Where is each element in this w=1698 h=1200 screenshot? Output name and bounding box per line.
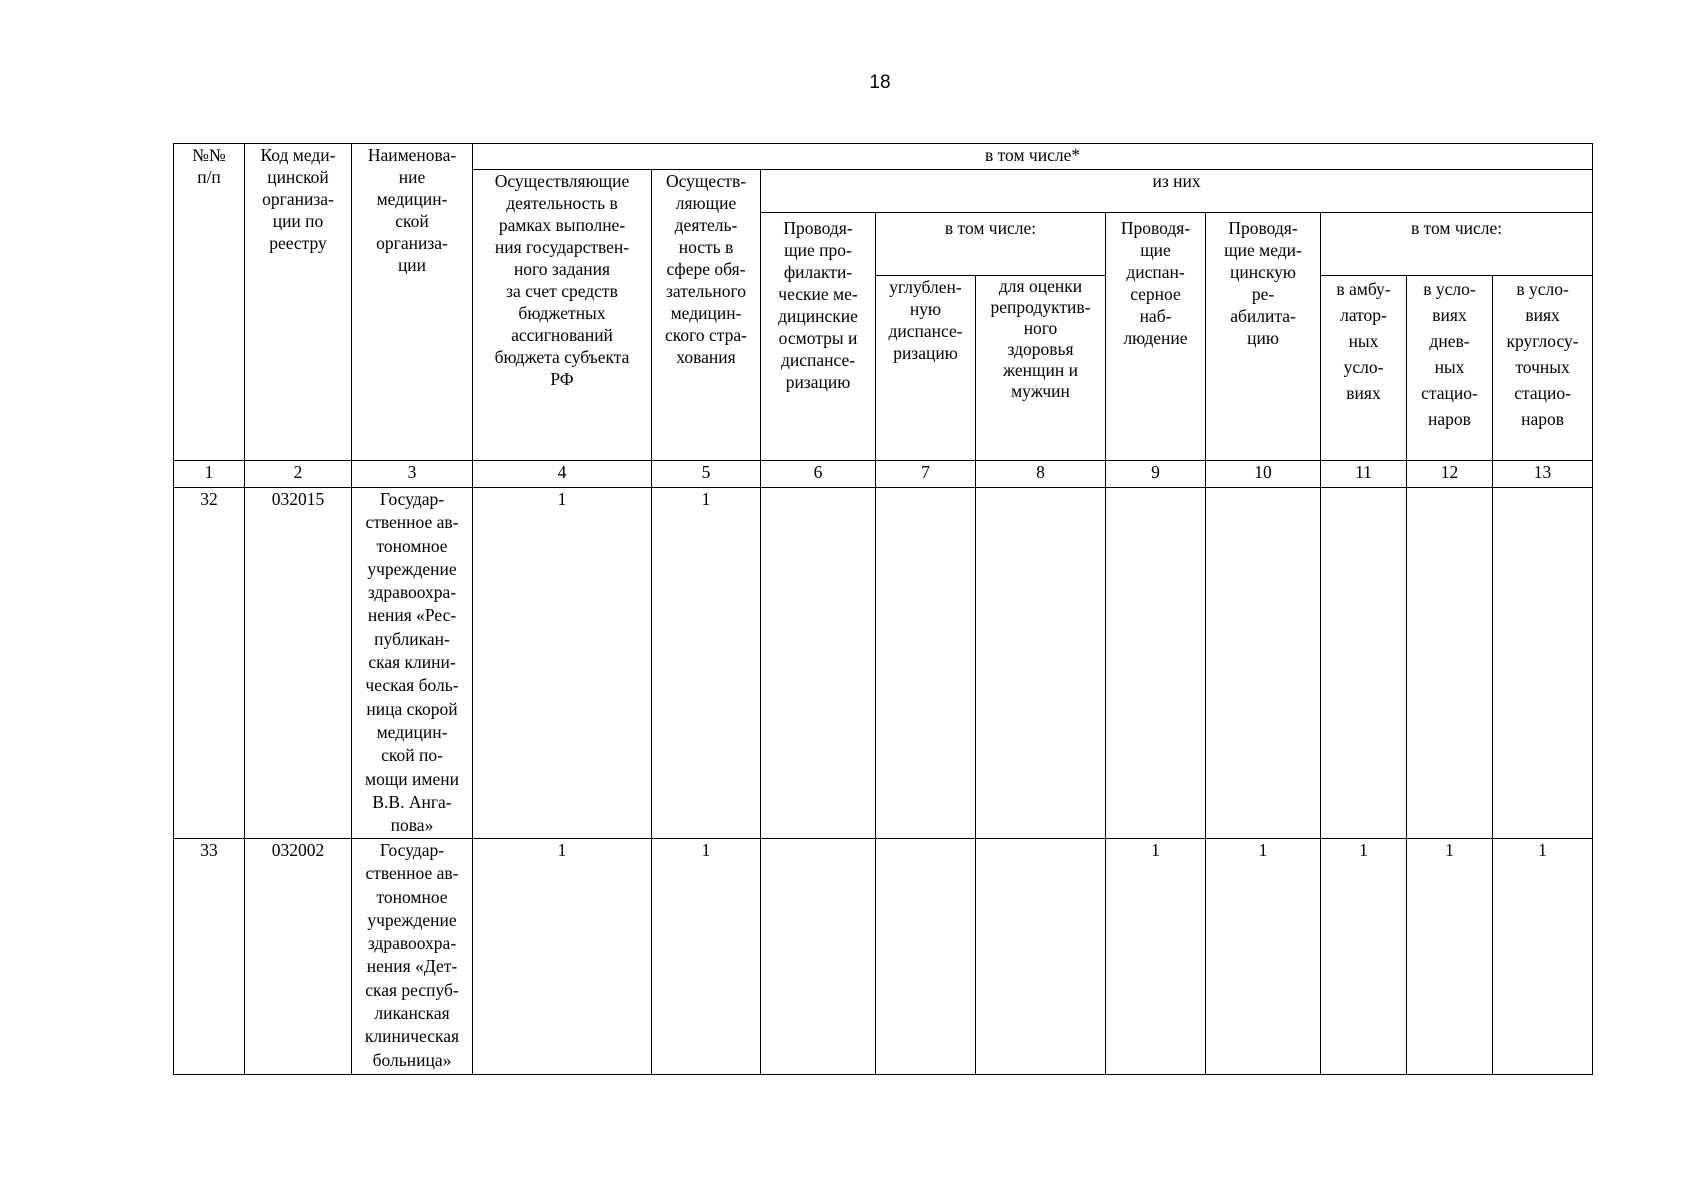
row-value-7 [876, 488, 976, 839]
header-organization-name: Наименова- ние медицин- ской организа- ции [352, 144, 473, 461]
column-number: 2 [245, 461, 352, 488]
row-value-10: 1 [1206, 839, 1321, 1075]
header-group-including-exams: в том числе: [876, 213, 1106, 276]
row-value-6 [761, 839, 876, 1075]
row-value-13: 1 [1493, 839, 1593, 1075]
header-group-including: в том числе* [473, 144, 1593, 170]
row-value-12 [1407, 488, 1493, 839]
row-value-11: 1 [1321, 839, 1407, 1075]
column-number: 10 [1206, 461, 1321, 488]
row-value-4: 1 [473, 488, 652, 839]
column-number: 1 [174, 461, 245, 488]
column-number: 9 [1106, 461, 1206, 488]
header-dispensary-observation: Проводя- щие диспан- серное наб- людение [1106, 213, 1206, 461]
row-value-5: 1 [652, 839, 761, 1075]
column-numbers-row [174, 461, 1593, 488]
header-rehabilitation: Проводя- щие меди- цинскую ре- абилита- цию [1206, 213, 1321, 461]
row-organization-code: 032002 [245, 839, 352, 1075]
header-organization-code: Код меди- цинской организа- ции по реестру [245, 144, 352, 461]
row-number: 33 [174, 839, 245, 1075]
column-number: 4 [473, 461, 652, 488]
row-organization-name: Государ- ственное ав- тономное учреждение здравоохра- нения «Дет- ская респуб- ликанская клиническая больница» [352, 839, 473, 1075]
header-group-including-rehab: в том числе: [1321, 213, 1593, 276]
row-value-8 [976, 839, 1106, 1075]
row-value-9: 1 [1106, 839, 1206, 1075]
column-number: 5 [652, 461, 761, 488]
row-value-8 [976, 488, 1106, 839]
column-number: 8 [976, 461, 1106, 488]
row-organization-name: Государ- ственное ав- тономное учреждение здравоохра- нения «Рес- публикан- ская клини- ческая боль- ница скорой медицин- ской по- мощи имени В.В. Анга- пова» [352, 488, 473, 839]
row-value-10 [1206, 488, 1321, 839]
column-number: 6 [761, 461, 876, 488]
row-organization-code: 032015 [245, 488, 352, 839]
header-round-the-clock-hospital: в усло- виях круглосу- точных стацио- наров [1493, 276, 1593, 461]
page-number: 18 [869, 72, 891, 93]
row-value-11 [1321, 488, 1407, 839]
row-value-9 [1106, 488, 1206, 839]
header-in-depth-dispensary: углублен- ную диспансе- ризацию [876, 276, 976, 461]
column-number: 13 [1493, 461, 1593, 488]
header-day-hospital: в усло- виях днев- ных стацио- наров [1407, 276, 1493, 461]
header-reproductive-health: для оценки репродуктив- ного здоровья женщин и мужчин [976, 276, 1106, 461]
medical-organizations-table [173, 143, 1593, 1075]
header-group-of-them: из них [761, 170, 1593, 213]
column-number: 7 [876, 461, 976, 488]
table-row [174, 488, 1593, 839]
row-value-13 [1493, 488, 1593, 839]
header-compulsory-insurance: Осуществ- ляющие деятель- ность в сфере обя- зательного медицин- ского стра- хования [652, 170, 761, 461]
row-number: 32 [174, 488, 245, 839]
column-number: 12 [1407, 461, 1493, 488]
row-value-6 [761, 488, 876, 839]
table-row [174, 839, 1593, 1075]
row-value-5: 1 [652, 488, 761, 839]
header-number: №№ п/п [174, 144, 245, 461]
row-value-4: 1 [473, 839, 652, 1075]
column-number: 3 [352, 461, 473, 488]
header-preventive-exams: Проводя- щие про- филакти- ческие ме- дицинские осмотры и диспансе- ризацию [761, 213, 876, 461]
header-outpatient: в амбу- латор- ных усло- виях [1321, 276, 1407, 461]
header-state-assignment: Осуществляющие деятельность в рамках выполне- ния государствен- ного задания за счет средств бюджетных ассигнований бюджета субъекта РФ [473, 170, 652, 461]
row-value-7 [876, 839, 976, 1075]
column-number: 11 [1321, 461, 1407, 488]
row-value-12: 1 [1407, 839, 1493, 1075]
